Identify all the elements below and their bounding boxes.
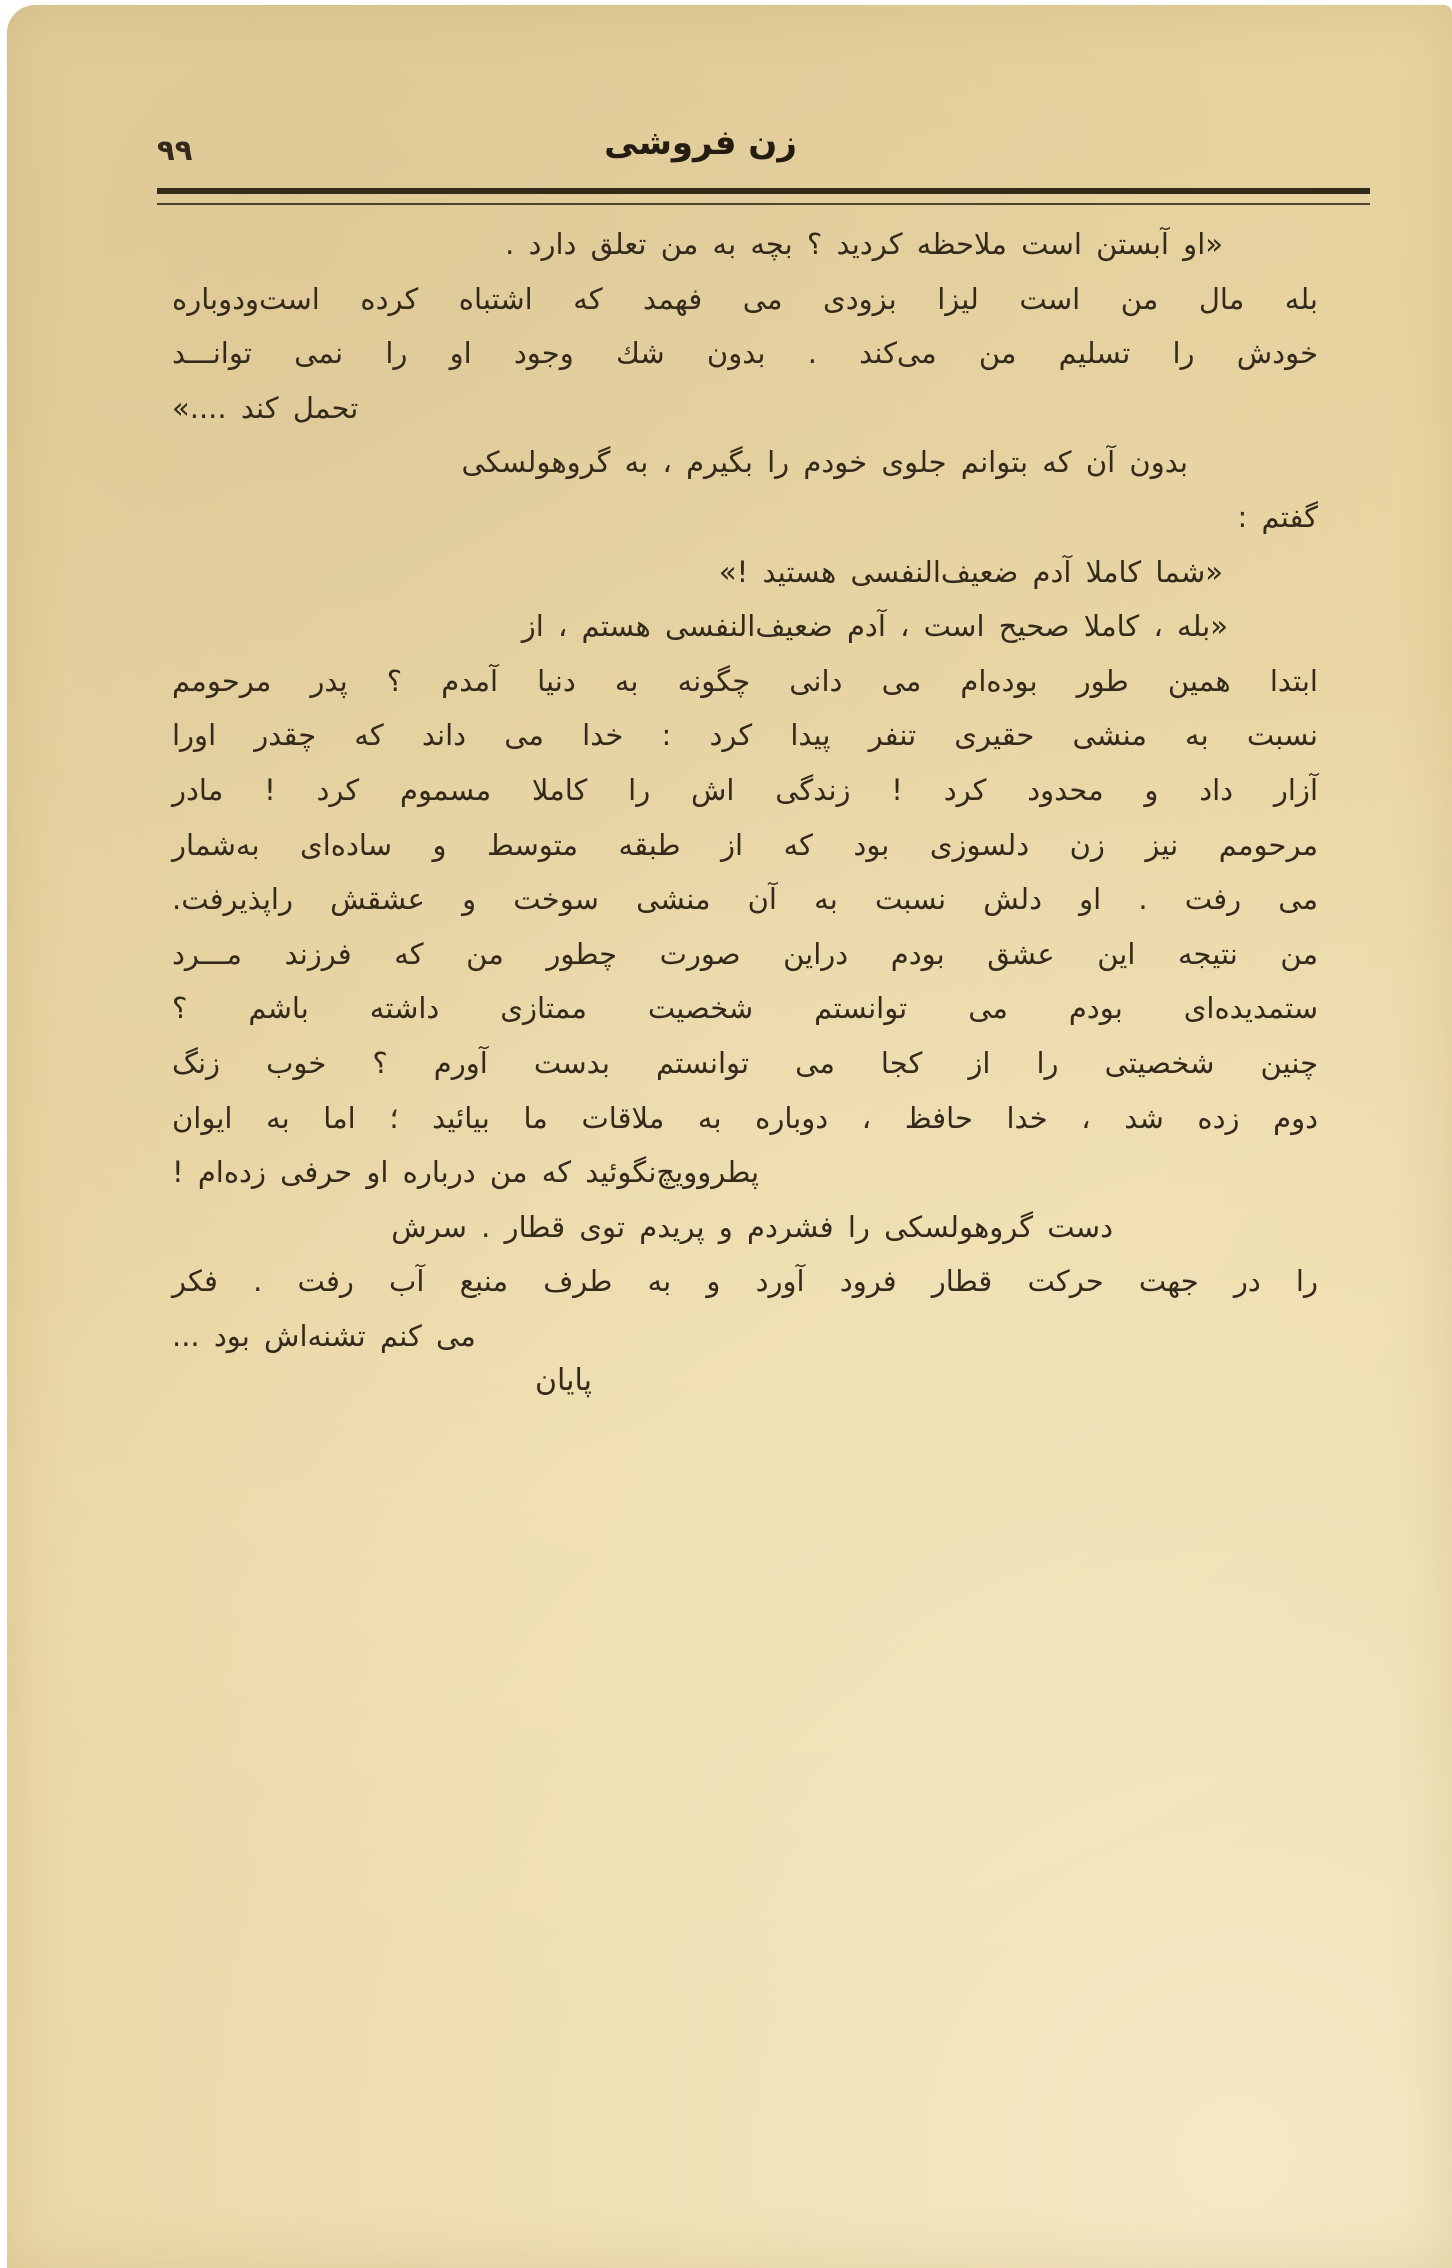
text-line: چنین شخصیتی را از کجا می توانستم بدست آورم ؟ خوب زنگ	[172, 1045, 1318, 1080]
text-line: می رفت . او دلش نسبت به آن منشی سوخت و عشقش راپذیرفت.	[172, 882, 1318, 917]
text-line: را در جهت حرکت قطار فرود آورد و به طرف منبع آب رفت . فکر	[172, 1264, 1318, 1299]
text-line: ستمدیده‌ای بودم می توانستم شخصیت ممتازی داشته باشم ؟	[172, 991, 1318, 1026]
text-line: ابتدا همین طور بوده‌ام می دانی چگونه به دنیا آمدم ؟ پدر مرحومم	[172, 663, 1318, 698]
text-line: آزار داد و محدود کرد ! زندگی اش را کاملا مسموم کرد ! مادر	[172, 772, 1318, 807]
text-line: خودش را تسلیم من می‌کند . بدون شك وجود او را نمی توانـــد	[172, 336, 1318, 371]
text-block	[172, 217, 1318, 1363]
text-line: پطروویچ‌نگوئید که من درباره او حرفی زده‌ام !	[172, 1155, 760, 1190]
text-line: «شما کاملا آدم ضعیف‌النفسی هستید !»	[718, 554, 1223, 589]
page-title: زن فروشی	[604, 123, 797, 163]
text-line: «بله ، کاملا صحیح است ، آدم ضعیف‌النفسی هستم ، از	[521, 609, 1228, 644]
text-line: می کنم تشنه‌اش بود ...	[172, 1318, 476, 1353]
the-end-label: پایان	[535, 1363, 593, 1398]
text-line: تحمل کند ....»	[172, 390, 359, 425]
text-line: نسبت به منشی حقیری تنفر پیدا کرد : خدا می داند که چقدر اورا	[172, 718, 1318, 753]
text-line: دوم زده شد ، خدا حافظ ، دوباره به ملاقات ما بیائید ؛ اما به ایوان	[172, 1100, 1318, 1135]
text-line: دست گروهولسکی را فشردم و پریدم توی قطار . سرش	[391, 1209, 1113, 1244]
text-line: «او آبستن است ملاحظه کردید ؟ بچه به من تعلق دارد .	[505, 227, 1223, 261]
header-rule	[157, 188, 1370, 205]
text-line: مرحومم نیز زن دلسوزی بود که از طبقه متوسط و ساده‌ای به‌شمار	[172, 827, 1318, 862]
text-line: من نتیجه این عشق بودم دراین صورت چطور من که فرزند مـــرد	[172, 936, 1318, 971]
paper-page	[7, 5, 1452, 2268]
text-line: گفتم :	[1237, 499, 1318, 534]
text-line: بدون آن که بتوانم جلوی خودم را بگیرم ، به گروهولسکی	[461, 445, 1188, 480]
text-line: بله مال من است لیزا بزودی می فهمد که اشتباه کرده است‌ودوباره	[172, 281, 1318, 316]
page-number: ۹۹	[157, 133, 193, 167]
